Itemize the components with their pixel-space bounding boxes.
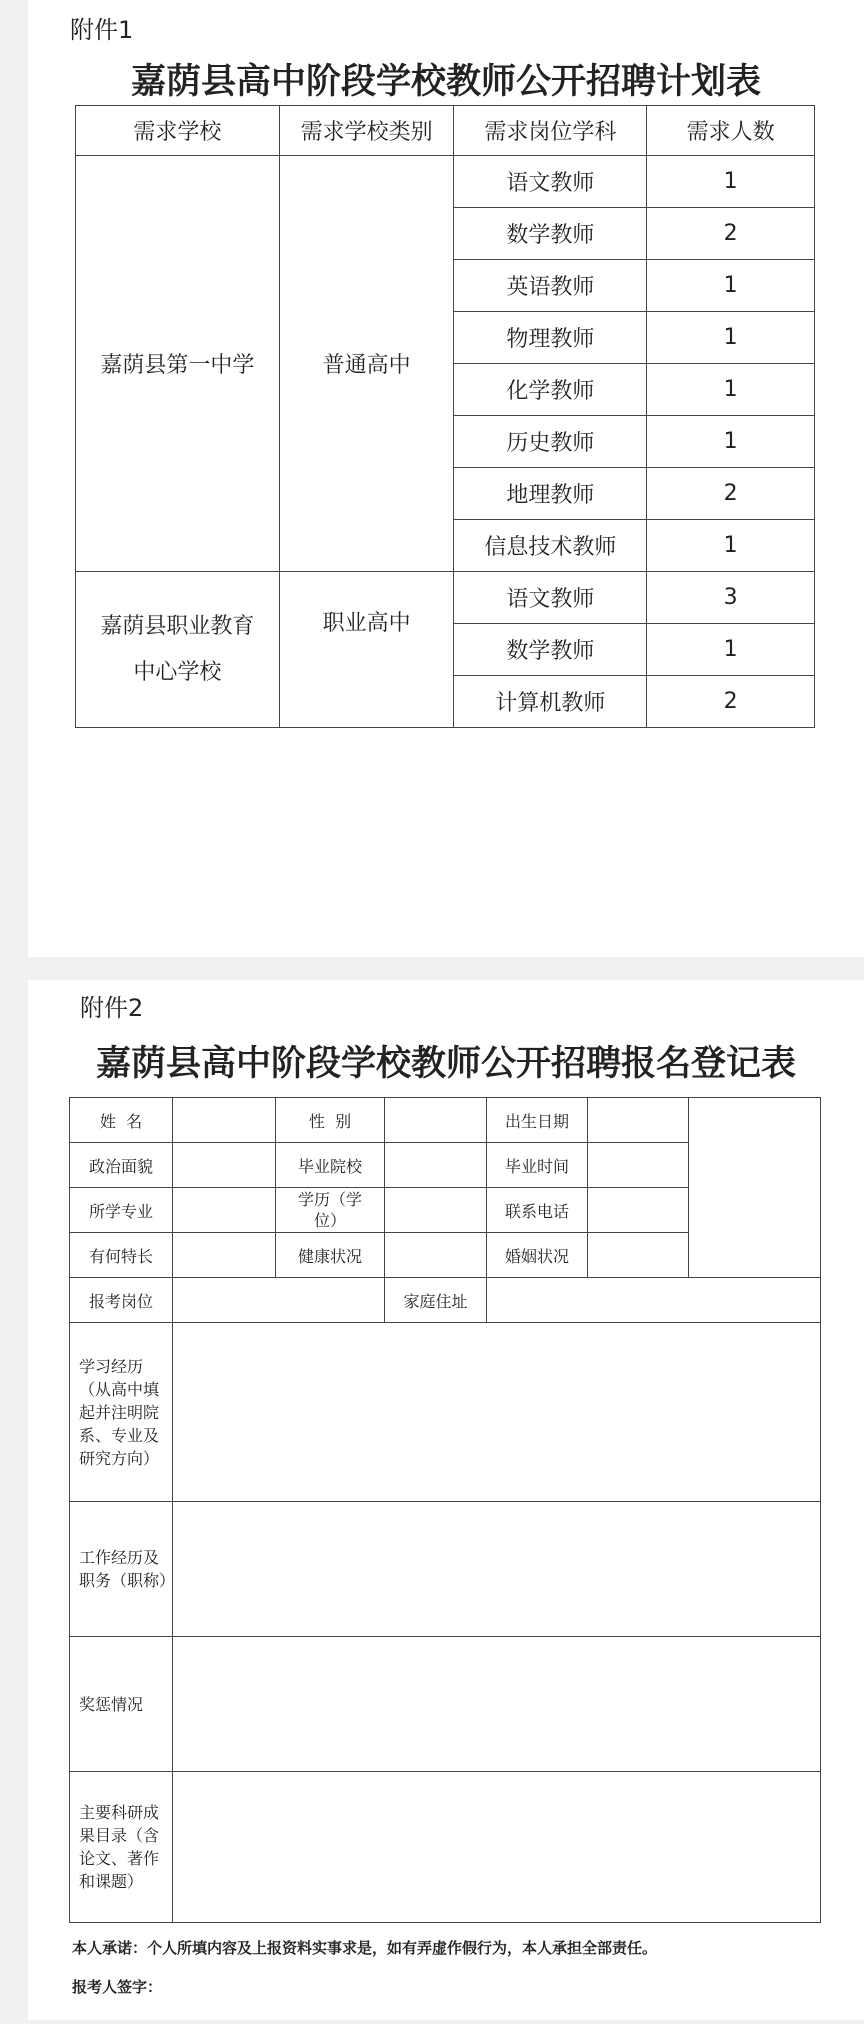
work-label: 工作经历及职务（职称） <box>70 1502 173 1637</box>
major-label: 所学专业 <box>70 1188 173 1233</box>
count-cell: 1 <box>647 156 815 208</box>
form-row <box>70 1637 821 1772</box>
gender-input[interactable] <box>385 1098 487 1143</box>
annex1-label: 附件1 <box>70 16 134 44</box>
school-cell-no1: 嘉荫县第一中学 <box>76 156 280 572</box>
school-input[interactable] <box>385 1143 487 1188</box>
form-row <box>70 1278 821 1323</box>
education-label: 学历（学位） <box>276 1188 385 1233</box>
name-input[interactable] <box>173 1098 276 1143</box>
politics-label: 政治面貌 <box>70 1143 173 1188</box>
count-cell: 1 <box>647 520 815 572</box>
awards-label: 奖惩情况 <box>70 1637 173 1772</box>
count-cell: 3 <box>647 572 815 624</box>
table-header-row <box>76 106 815 156</box>
signature-label: 报考人签字： <box>72 1978 163 1996</box>
header-school-type: 需求学校类别 <box>279 106 454 156</box>
pledge-text: 本人承诺：个人所填内容及上报资料实事求是，如有弄虚作假行为，本人承担全部责任。 <box>72 1939 658 1957</box>
grad-time-label: 毕业时间 <box>487 1143 588 1188</box>
header-school: 需求学校 <box>76 106 280 156</box>
table-row <box>76 572 815 624</box>
count-cell: 2 <box>647 676 815 728</box>
position-label: 报考岗位 <box>70 1278 173 1323</box>
annex1-title: 嘉荫县高中阶段学校教师公开招聘计划表 <box>130 62 761 102</box>
annex2-title: 嘉荫县高中阶段学校教师公开招聘报名登记表 <box>95 1044 796 1084</box>
subject-cell: 历史教师 <box>454 416 647 468</box>
work-input[interactable] <box>173 1502 821 1637</box>
subject-cell: 地理教师 <box>454 468 647 520</box>
health-label: 健康状况 <box>276 1233 385 1278</box>
position-input[interactable] <box>173 1278 385 1323</box>
grad-time-input[interactable] <box>588 1143 689 1188</box>
count-cell: 2 <box>647 208 815 260</box>
header-count: 需求人数 <box>647 106 815 156</box>
form-row <box>70 1502 821 1637</box>
count-cell: 1 <box>647 312 815 364</box>
subject-cell: 数学教师 <box>454 208 647 260</box>
recruitment-plan-table <box>75 105 815 728</box>
count-cell: 1 <box>647 416 815 468</box>
education-input[interactable] <box>385 1188 487 1233</box>
photo-cell[interactable] <box>689 1098 821 1278</box>
school-type-cell-vocational <box>279 572 454 728</box>
subject-cell: 语文教师 <box>454 572 647 624</box>
annex2-page <box>28 980 864 2020</box>
count-cell: 1 <box>647 364 815 416</box>
phone-label: 联系电话 <box>487 1188 588 1233</box>
study-label: 学习经历（从高中填起并注明院系、专业及研究方向） <box>70 1323 173 1502</box>
subject-cell: 物理教师 <box>454 312 647 364</box>
form-row <box>70 1098 821 1143</box>
annex2-label: 附件2 <box>80 994 144 1022</box>
gender-label: 性 别 <box>276 1098 385 1143</box>
address-input[interactable] <box>487 1278 821 1323</box>
count-cell: 1 <box>647 260 815 312</box>
health-input[interactable] <box>385 1233 487 1278</box>
form-row <box>70 1772 821 1923</box>
study-input[interactable] <box>173 1323 821 1502</box>
subject-cell: 计算机教师 <box>454 676 647 728</box>
school-label: 毕业院校 <box>276 1143 385 1188</box>
major-input[interactable] <box>173 1188 276 1233</box>
subject-cell: 数学教师 <box>454 624 647 676</box>
name-label: 姓 名 <box>70 1098 173 1143</box>
count-cell: 2 <box>647 468 815 520</box>
school-line2: 中心学校 <box>133 659 222 685</box>
specialty-input[interactable] <box>173 1233 276 1278</box>
school-cell-vocational <box>76 572 280 728</box>
count-cell: 1 <box>647 624 815 676</box>
school-line1: 嘉荫县职业教育 <box>100 613 255 639</box>
table-row <box>76 156 815 208</box>
marriage-label: 婚姻状况 <box>487 1233 588 1278</box>
phone-input[interactable] <box>588 1188 689 1233</box>
specialty-label: 有何特长 <box>70 1233 173 1278</box>
header-subject: 需求岗位学科 <box>454 106 647 156</box>
subject-cell: 语文教师 <box>454 156 647 208</box>
address-label: 家庭住址 <box>385 1278 487 1323</box>
marriage-input[interactable] <box>588 1233 689 1278</box>
annex1-page <box>28 0 864 957</box>
form-row <box>70 1323 821 1502</box>
research-label: 主要科研成果目录（含论文、著作和课题） <box>70 1772 173 1923</box>
subject-cell: 英语教师 <box>454 260 647 312</box>
birth-input[interactable] <box>588 1098 689 1143</box>
registration-form-table <box>69 1097 821 1923</box>
research-input[interactable] <box>173 1772 821 1923</box>
subject-cell: 信息技术教师 <box>454 520 647 572</box>
school-type-cell-general: 普通高中 <box>279 156 454 572</box>
school-type-text: 职业高中 <box>322 611 411 636</box>
birth-label: 出生日期 <box>487 1098 588 1143</box>
awards-input[interactable] <box>173 1637 821 1772</box>
politics-input[interactable] <box>173 1143 276 1188</box>
subject-cell: 化学教师 <box>454 364 647 416</box>
